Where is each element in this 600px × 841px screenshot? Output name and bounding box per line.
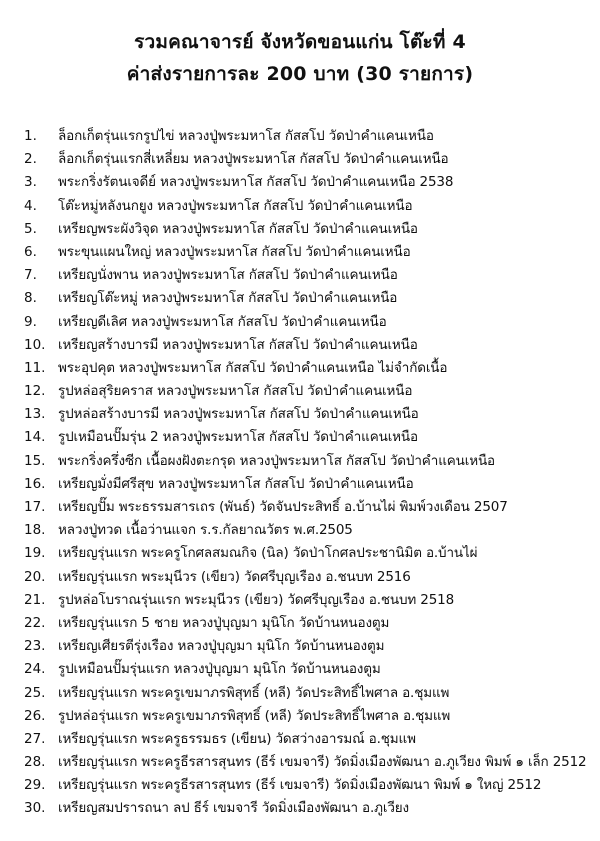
item-number: 18.	[24, 522, 46, 539]
item-number: 16.	[24, 475, 46, 492]
item-text: ล็อกเก็ตรุ่นแรกรูปไข่ หลวงปู่พระมหาโส กัสสโป วัดป่าคำแคนเหนือ	[58, 128, 434, 144]
item-number: 24.	[24, 661, 46, 678]
item-text: เหรียญโต๊ะหมู่ หลวงปู่พระมหาโส กัสสโป วัดป่าคำแคนเหนือ	[58, 290, 398, 307]
list-item	[24, 147, 594, 170]
page-title: รวมคณาจารย์ จังหวัดขอนแก่น โต๊ะที่ 4	[134, 31, 466, 53]
item-text: เหรียญดีเลิศ หลวงปู่พระมหาโส กัสสโป วัดป่าคำแคนเหนือ	[58, 313, 387, 330]
item-text: เหรียญพระผังวิจุด หลวงปู่พระมหาโส กัสสโป วัดป่าคำแคนเหนือ	[58, 220, 418, 237]
item-text: เหรียญรุ่นแรก พระมุนีวร (เขียว) วัดศรีบุญเรือง อ.ชนบท 2516	[58, 568, 411, 585]
item-number: 7.	[24, 267, 37, 284]
list-item	[24, 565, 594, 588]
list-item	[24, 704, 594, 727]
list-item	[24, 402, 594, 425]
list-item	[24, 495, 594, 518]
item-text: เหรียญเศียรตีรุ่งเรือง หลวงปู่บุญมา มุนิโก วัดบ้านหนองตูม	[58, 638, 385, 655]
item-text: รูปเหมือนปั๊มรุ่นแรก หลวงปู่บุญมา มุนิโก วัดบ้านหนองตูม	[58, 661, 381, 678]
item-text: หลวงปู่ทวด เนื้อว่านแจก ร.ร.กัลยาณวัตร พ.ศ.2505	[58, 522, 353, 539]
item-number: 17.	[24, 499, 46, 515]
item-number: 2.	[24, 151, 37, 168]
item-text: โต๊ะหมู่หลังนกยูง หลวงปู่พระมหาโส กัสสโป วัดป่าคำแคนเหนือ	[58, 197, 413, 214]
item-text: เหรียญรุ่นแรก พระครูธีรสารสุนทร (ธีร์ เขมจารี) วัดมิ่งเมืองพัฒนา อ.ภูเวียง พิมพ์ ๑ เล็ก 2512	[58, 754, 587, 771]
list-item	[24, 472, 594, 495]
item-text: พระกริ่งรัตนเจดีย์ หลวงปู่พระมหาโส กัสสโป วัดป่าคำแคนเหนือ 2538	[58, 174, 454, 191]
item-number: 11.	[24, 359, 46, 376]
item-text: เหรียญมั่งมีศรีสุข หลวงปู่พระมหาโส กัสสโป วัดป่าคำแคนเหนือ	[58, 475, 414, 492]
item-text: รูปเหมือนปั๊มรุ่น 2 หลวงปู่พระมหาโส กัสสโป วัดป่าคำแคนเหนือ	[58, 429, 418, 446]
list-item	[24, 449, 594, 472]
item-text: รูปหล่อสุริยคราส หลวงปู่พระมหาโส กัสสโป วัดป่าคำแคนเหนือ	[58, 383, 413, 400]
item-text: เหรียญรุ่นแรก พระครูโกศลสมณกิจ (นิล) วัดป่าโกศลประชานิมิต อ.บ้านไผ่	[58, 545, 478, 562]
item-number: 14.	[24, 429, 46, 446]
list-item	[24, 681, 594, 704]
item-number: 26.	[24, 707, 46, 724]
item-number: 9.	[24, 313, 37, 330]
page-subtitle: ค่าส่งรายการละ 200 บาท (30 รายการ)	[126, 63, 474, 85]
list-item	[24, 217, 594, 240]
list-item	[24, 541, 594, 564]
list-item	[24, 425, 594, 448]
item-number: 15.	[24, 452, 46, 469]
item-text: เหรียญสมปรารถนา ลป ธีร์ เขมจารี วัดมิ่งเมืองพัฒนา อ.ภูเวียง	[58, 800, 409, 817]
item-list	[24, 124, 594, 820]
item-text: เหรียญนั่งพาน หลวงปู่พระมหาโส กัสสโป วัดป่าคำแคนเหนือ	[58, 267, 398, 284]
item-number: 21.	[24, 591, 46, 608]
item-number: 6.	[24, 243, 37, 260]
item-number: 3.	[24, 174, 37, 191]
item-number: 12.	[24, 383, 46, 400]
item-text: เหรียญรุ่นแรก 5 ชาย หลวงปู่บุญมา มุนิโก วัดบ้านหนองตูม	[58, 614, 390, 631]
list-item	[24, 286, 594, 309]
item-number: 5.	[24, 220, 37, 237]
list-item	[24, 750, 594, 773]
item-text: รูปหล่อสร้างบารมี หลวงปู่พระมหาโส กัสสโป วัดป่าคำแคนเหนือ	[58, 406, 419, 423]
item-text: พระอุปคุต หลวงปู่พระมหาโส กัสสโป วัดป่าคำแคนเหนือ ไม่จำกัดเนื้อ	[58, 359, 448, 376]
list-item	[24, 657, 594, 680]
item-text: ล็อกเก็ตรุ่นแรกสี่เหลี่ยม หลวงปู่พระมหาโส กัสสโป วัดป่าคำแคนเหนือ	[58, 151, 449, 168]
item-text: พระกริ่งครึ่งซีก เนื้อผงฝังตะกรุด หลวงปู่พระมหาโส กัสสโป วัดป่าคำแคนเหนือ	[58, 452, 495, 469]
item-number: 29.	[24, 777, 46, 794]
list-item	[24, 310, 594, 333]
item-text: เหรียญรุ่นแรก พระครูธรรมธร (เขียน) วัดสว่างอารมณ์ อ.ชุมแพ	[58, 730, 416, 747]
list-item	[24, 611, 594, 634]
item-number: 8.	[24, 290, 37, 307]
item-number: 28.	[24, 754, 46, 771]
item-number: 27.	[24, 730, 46, 747]
list-item	[24, 124, 594, 147]
item-text: เหรียญปั๊ม พระธรรมสารเถร (พันธ์) วัดจันประสิทธิ์ อ.บ้านไผ่ พิมพ์วงเดือน 2507	[58, 499, 508, 515]
item-number: 4.	[24, 197, 37, 214]
list-item	[24, 796, 594, 819]
item-number: 10.	[24, 336, 46, 353]
item-number: 25.	[24, 684, 46, 701]
list-item	[24, 263, 594, 286]
list-item	[24, 588, 594, 611]
item-text: รูปหล่อรุ่นแรก พระครูเขมาภรพิสุทธิ์ (หลี) วัดประสิทธิ์ไพศาล อ.ชุมแพ	[58, 707, 451, 724]
item-text: เหรียญรุ่นแรก พระครูเขมาภรพิสุทธิ์ (หลี) วัดประสิทธิ์ไพศาล อ.ชุมแพ	[58, 684, 450, 701]
list-item	[24, 727, 594, 750]
item-number: 22.	[24, 614, 46, 631]
page-header	[0, 26, 600, 90]
item-number: 19.	[24, 545, 46, 562]
item-number: 23.	[24, 638, 46, 655]
list-item	[24, 773, 594, 796]
list-item	[24, 379, 594, 402]
item-text: เหรียญรุ่นแรก พระครูธีรสารสุนทร (ธีร์ เขมจารี) วัดมิ่งเมืองพัฒนา พิมพ์ ๑ ใหญ่ 2512	[58, 777, 542, 794]
item-text: พระขุนแผนใหญ่ หลวงปู่พระมหาโส กัสสโป วัดป่าคำแคนเหนือ	[58, 243, 411, 260]
item-number: 30.	[24, 800, 46, 817]
item-number: 20.	[24, 568, 46, 585]
item-number: 1.	[24, 128, 37, 144]
item-number: 13.	[24, 406, 46, 423]
list-item	[24, 333, 594, 356]
list-item	[24, 170, 594, 193]
list-item	[24, 356, 594, 379]
list-item	[24, 518, 594, 541]
list-item	[24, 240, 594, 263]
list-item	[24, 634, 594, 657]
item-text: เหรียญสร้างบารมี หลวงปู่พระมหาโส กัสสโป วัดป่าคำแคนเหนือ	[58, 336, 418, 353]
list-item	[24, 194, 594, 217]
item-text: รูปหล่อโบราณรุ่นแรก พระมุนีวร (เขียว) วัดศรีบุญเรือง อ.ชนบท 2518	[58, 591, 455, 608]
